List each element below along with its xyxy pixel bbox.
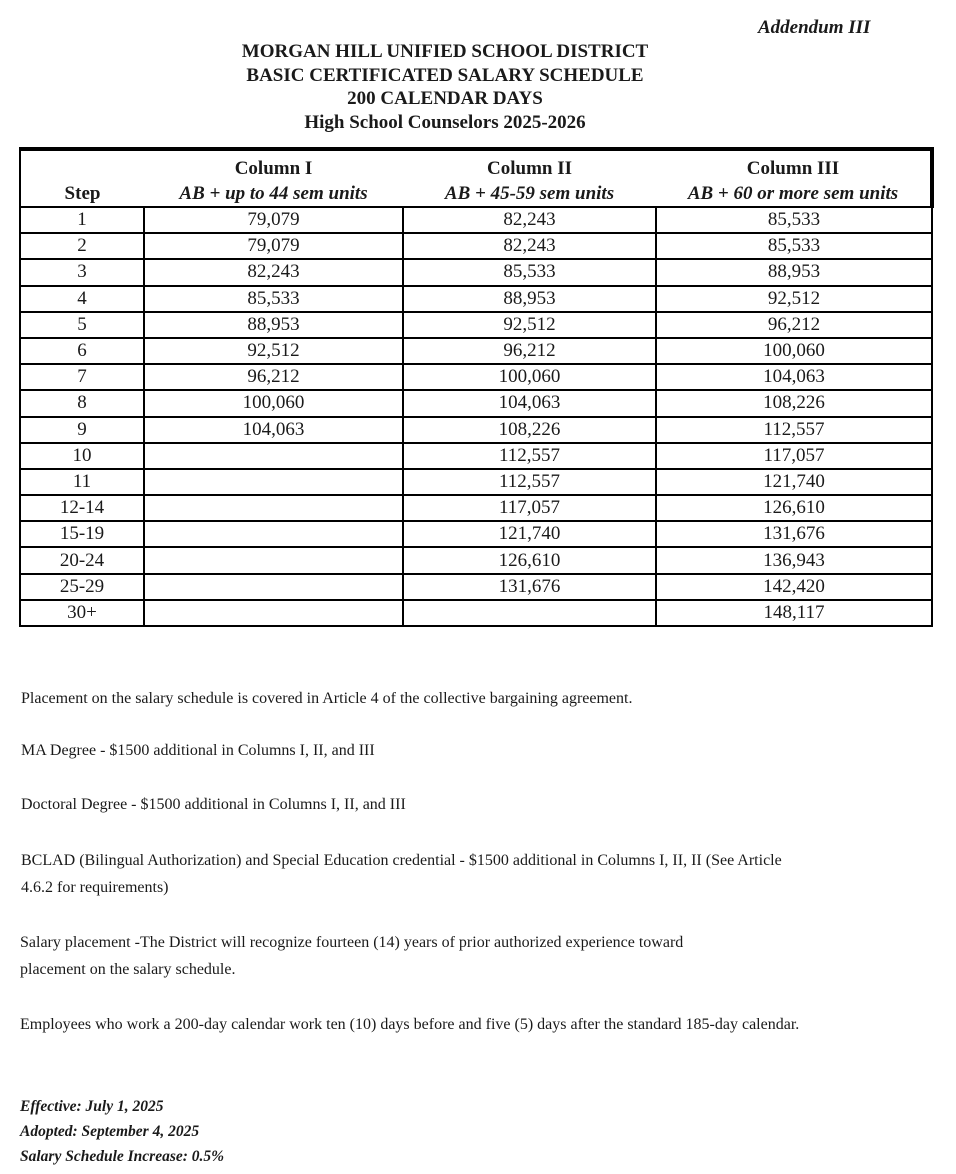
column-2-cell: 108,226: [403, 417, 656, 443]
column-3-cell: 148,117: [656, 600, 932, 626]
column-1-cell: 82,243: [144, 259, 403, 285]
column-3-cell: 142,420: [656, 574, 932, 600]
column-2-cell: 112,557: [403, 443, 656, 469]
step-cell: 3: [20, 259, 144, 285]
doctoral-degree-note: Doctoral Degree - $1500 additional in Columns I, II, and III: [21, 796, 406, 813]
table-row: [20, 417, 932, 443]
column-3-cell: 112,557: [656, 417, 932, 443]
column-1-cell: 79,079: [144, 207, 403, 233]
column-2-cell: 126,610: [403, 547, 656, 573]
step-cell: 20-24: [20, 547, 144, 573]
column-1-cell: 88,953: [144, 312, 403, 338]
step-cell: 12-14: [20, 495, 144, 521]
table-row: [20, 495, 932, 521]
step-cell: 30+: [20, 600, 144, 626]
column-2-cell: 96,212: [403, 338, 656, 364]
column-1-cell: 104,063: [144, 417, 403, 443]
effective-info: [20, 1094, 224, 1169]
table-row: [20, 469, 932, 495]
step-cell: 8: [20, 390, 144, 416]
column-1-cell: 92,512: [144, 338, 403, 364]
table-header-row: [20, 149, 932, 207]
step-cell: 5: [20, 312, 144, 338]
step-cell: 25-29: [20, 574, 144, 600]
column-2-cell: [403, 600, 656, 626]
table-row: [20, 338, 932, 364]
ma-degree-note: MA Degree - $1500 additional in Columns I, II, and III: [21, 742, 375, 759]
table-row: [20, 312, 932, 338]
column-1-cell: 85,533: [144, 286, 403, 312]
column-3-cell: 85,533: [656, 233, 932, 259]
calendar-note: Employees who work a 200-day calendar work ten (10) days before and five (5) days after the standard 185-day calendar.: [20, 1016, 800, 1033]
column-1-cell: [144, 547, 403, 573]
column-1-cell: 100,060: [144, 390, 403, 416]
table-row: [20, 259, 932, 285]
column-1-cell: 96,212: [144, 364, 403, 390]
column-2-cell: 100,060: [403, 364, 656, 390]
step-cell: 2: [20, 233, 144, 259]
table-row: [20, 600, 932, 626]
table-row: [20, 286, 932, 312]
step-cell: 6: [20, 338, 144, 364]
placement-note: Placement on the salary schedule is covered in Article 4 of the collective bargaining agreement.: [21, 690, 633, 707]
column-3-cell: 117,057: [656, 443, 932, 469]
column-2-cell: 82,243: [403, 207, 656, 233]
column-2-cell: 131,676: [403, 574, 656, 600]
calendar-days: 200 CALENDAR DAYS: [347, 88, 543, 109]
table-row: [20, 574, 932, 600]
column-3-cell: 88,953: [656, 259, 932, 285]
column-2-cell: 85,533: [403, 259, 656, 285]
table-row: [20, 364, 932, 390]
column-2-cell: 88,953: [403, 286, 656, 312]
step-cell: 4: [20, 286, 144, 312]
column-2-cell: 112,557: [403, 469, 656, 495]
adopted-date: Adopted: September 4, 2025: [20, 1123, 200, 1140]
column-3-cell: 126,610: [656, 495, 932, 521]
column-3-cell: 96,212: [656, 312, 932, 338]
step-cell: 11: [20, 469, 144, 495]
effective-date: Effective: July 1, 2025: [20, 1098, 164, 1115]
addendum-label: Addendum III: [758, 17, 871, 38]
table-row: [20, 207, 932, 233]
column-1-cell: [144, 600, 403, 626]
column-3-cell: 131,676: [656, 521, 932, 547]
column-header-column-2: Column II AB + 45-59 sem units: [403, 149, 656, 207]
salary-increase: Salary Schedule Increase: 0.5%: [20, 1148, 225, 1165]
column-2-cell: 82,243: [403, 233, 656, 259]
column-3-cell: 85,533: [656, 207, 932, 233]
table-row: [20, 390, 932, 416]
column-1-cell: [144, 521, 403, 547]
column-1-cell: [144, 469, 403, 495]
column-3-cell: 108,226: [656, 390, 932, 416]
step-cell: 9: [20, 417, 144, 443]
column-3-cell: 92,512: [656, 286, 932, 312]
step-cell: 15-19: [20, 521, 144, 547]
step-cell: 1: [20, 207, 144, 233]
bclad-note: BCLAD (Bilingual Authorization) and Special Education credential - $1500 additional in Columns I, II, II (See Article 4.6.2 for requirements): [21, 852, 782, 896]
column-3-cell: 100,060: [656, 338, 932, 364]
column-1-cell: [144, 574, 403, 600]
column-1-cell: [144, 443, 403, 469]
column-3-cell: 104,063: [656, 364, 932, 390]
district-name: MORGAN HILL UNIFIED SCHOOL DISTRICT: [241, 41, 649, 62]
step-cell: 10: [20, 443, 144, 469]
table-row: [20, 547, 932, 573]
column-header-step: Step: [20, 149, 144, 207]
column-2-cell: 104,063: [403, 390, 656, 416]
table-row: [20, 443, 932, 469]
column-3-cell: 121,740: [656, 469, 932, 495]
column-header-column-1: Column I AB + up to 44 sem units: [144, 149, 403, 207]
table-row: [20, 521, 932, 547]
column-2-cell: 117,057: [403, 495, 656, 521]
column-3-cell: 136,943: [656, 547, 932, 573]
column-header-column-3: Column III AB + 60 or more sem units: [656, 149, 932, 207]
column-2-cell: 121,740: [403, 521, 656, 547]
document-title: [225, 40, 665, 134]
column-1-cell: [144, 495, 403, 521]
schedule-subtitle: High School Counselors 2025-2026: [304, 111, 586, 133]
column-1-cell: 79,079: [144, 233, 403, 259]
column-2-cell: 92,512: [403, 312, 656, 338]
salary-placement-note: Salary placement -The District will recognize fourteen (14) years of prior authorized experience toward placement on the salary schedule.: [20, 934, 684, 978]
schedule-name: BASIC CERTIFICATED SALARY SCHEDULE: [246, 64, 644, 86]
table-row: [20, 233, 932, 259]
step-cell: 7: [20, 364, 144, 390]
salary-schedule-table: [19, 147, 934, 627]
